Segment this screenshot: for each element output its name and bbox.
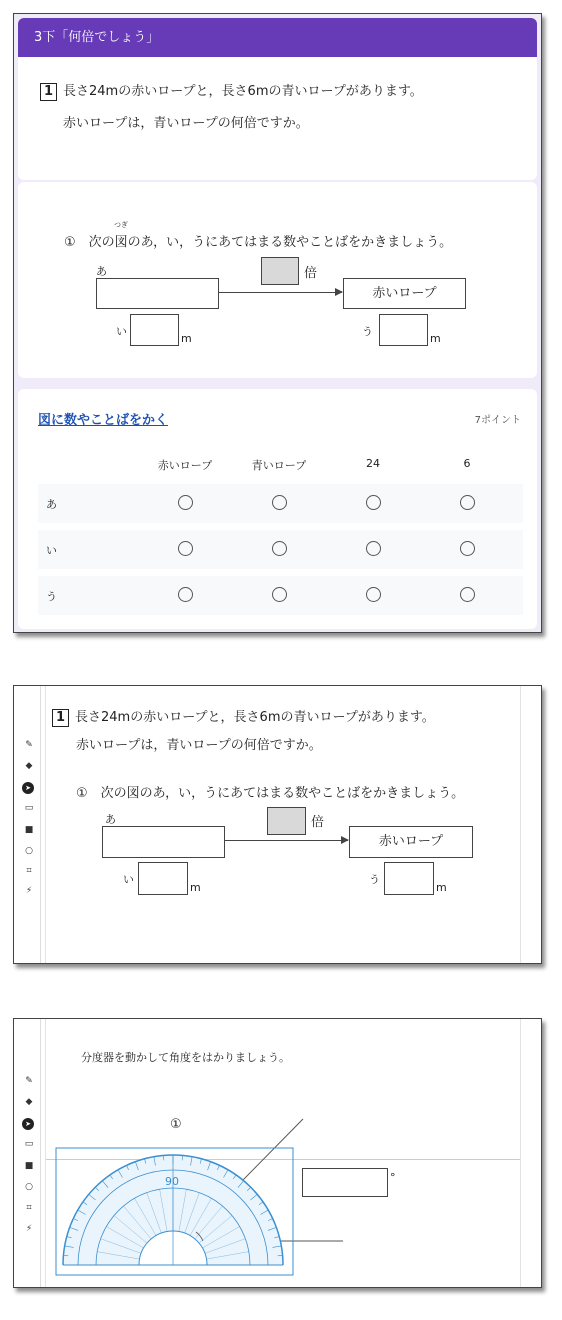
red-rope-box: 赤いロープ	[343, 278, 466, 309]
blank-box-times[interactable]	[261, 257, 299, 285]
column-header: 24	[366, 457, 380, 470]
problem-number-one: ①	[170, 1117, 182, 1132]
blank-box-u[interactable]	[379, 314, 428, 346]
toolbar	[18, 686, 41, 964]
question-text-line1	[52, 706, 435, 727]
instruction-text: ① 次の図のあ，い，うにあてはまる数やことばをかきましょう。	[76, 786, 465, 801]
form-screenshot	[13, 13, 542, 633]
radio-button[interactable]	[460, 541, 475, 556]
radio-button[interactable]	[272, 541, 287, 556]
pointer-icon[interactable]: ➤	[22, 1118, 34, 1130]
grid-row-i	[38, 530, 523, 569]
question-line1: 長さ24mの赤いロープと，長さ6mの青いロープがあります。	[75, 710, 435, 725]
label-u: う	[369, 873, 380, 886]
angle-and-protractor	[46, 1089, 366, 1279]
image-icon[interactable]: ■	[24, 825, 34, 835]
unit-m-i: m	[181, 332, 192, 345]
blank-box-u[interactable]	[384, 862, 434, 895]
instruction-text: 分度器を動かして角度をはかりましょう。	[81, 1051, 290, 1064]
label-a: あ	[105, 813, 116, 826]
row-label: い	[46, 544, 57, 557]
pen-icon[interactable]: ✎	[25, 740, 33, 750]
times-label: 倍	[304, 266, 318, 281]
radio-button[interactable]	[366, 541, 381, 556]
points-label: 7ポイント	[474, 415, 521, 426]
unit-m-u: m	[436, 881, 447, 894]
column-header: 青いロープ	[251, 459, 307, 472]
radio-button[interactable]	[460, 587, 475, 602]
radio-button[interactable]	[366, 495, 381, 510]
row-label: あ	[46, 498, 57, 511]
question-line1: 長さ24mの赤いロープと，長さ6mの青いロープがあります。	[63, 84, 423, 99]
radio-button[interactable]	[178, 587, 193, 602]
unit-m-u: m	[430, 332, 441, 345]
laser-icon[interactable]: ⚡	[25, 1224, 33, 1234]
question-number: 1	[40, 83, 57, 101]
figure-card	[18, 182, 537, 378]
question-text-line2: 赤いロープは，青いロープの何倍ですか。	[76, 738, 322, 753]
grid-question-link[interactable]: 図に数やことばをかく	[38, 413, 169, 428]
pointer-icon[interactable]: ➤	[22, 782, 34, 794]
protractor[interactable]	[63, 1155, 283, 1265]
whiteboard-page	[45, 1019, 521, 1288]
question-text-line2: 赤いロープは，青いロープの何倍ですか。	[63, 116, 309, 131]
radio-button[interactable]	[178, 495, 193, 510]
text-box-icon[interactable]: ▭	[24, 1139, 34, 1149]
form-title: 3下「何倍でしょう」	[18, 18, 537, 57]
times-label: 倍	[311, 815, 325, 830]
grid-question-card	[18, 389, 537, 629]
shape-circle-icon[interactable]: ○	[25, 1182, 33, 1192]
degree-symbol: °	[390, 1171, 396, 1184]
question-number: 1	[52, 709, 69, 727]
radio-button[interactable]	[272, 495, 287, 510]
label-i: い	[116, 325, 127, 338]
arrow-line	[218, 292, 342, 293]
eraser-icon[interactable]: ◆	[25, 761, 33, 771]
grid-row-u	[38, 576, 523, 615]
label-i: い	[123, 873, 134, 886]
whiteboard-screenshot-question	[13, 685, 542, 964]
instruction-text: ① 次の図のあ，い，うにあてはまる数やことばをかきましょう。	[64, 235, 453, 250]
toolbar	[18, 1019, 41, 1288]
blank-box-a[interactable]	[102, 826, 225, 858]
label-a: あ	[96, 265, 107, 278]
question-card	[18, 18, 537, 180]
arrow-line	[224, 840, 348, 841]
radio-button[interactable]	[178, 541, 193, 556]
whiteboard-screenshot-protractor	[13, 1018, 542, 1288]
ruby-tsugi: つぎ	[114, 221, 128, 229]
grid-row-a	[38, 484, 523, 523]
radio-button[interactable]	[366, 587, 381, 602]
frame-icon[interactable]: ⌗	[26, 1203, 32, 1213]
image-icon[interactable]: ■	[24, 1161, 34, 1171]
unit-m-i: m	[190, 881, 201, 894]
whiteboard-page	[45, 686, 521, 964]
blank-box-times[interactable]	[267, 807, 306, 835]
protractor-90-label: 90	[165, 1175, 179, 1188]
blank-box-i[interactable]	[130, 314, 179, 346]
blank-box-a[interactable]	[96, 278, 219, 309]
blank-box-i[interactable]	[138, 862, 188, 895]
shape-circle-icon[interactable]: ○	[25, 846, 33, 856]
column-header: 赤いロープ	[157, 459, 213, 472]
frame-icon[interactable]: ⌗	[26, 866, 32, 876]
eraser-icon[interactable]: ◆	[25, 1097, 33, 1107]
row-label: う	[46, 590, 57, 603]
pen-icon[interactable]: ✎	[25, 1076, 33, 1086]
question-text-line1	[40, 80, 423, 101]
text-box-icon[interactable]: ▭	[24, 803, 34, 813]
label-u: う	[362, 325, 373, 338]
radio-button[interactable]	[460, 495, 475, 510]
radio-button[interactable]	[272, 587, 287, 602]
column-header: 6	[463, 457, 471, 470]
red-rope-box: 赤いロープ	[349, 826, 473, 858]
laser-icon[interactable]: ⚡	[25, 886, 33, 896]
